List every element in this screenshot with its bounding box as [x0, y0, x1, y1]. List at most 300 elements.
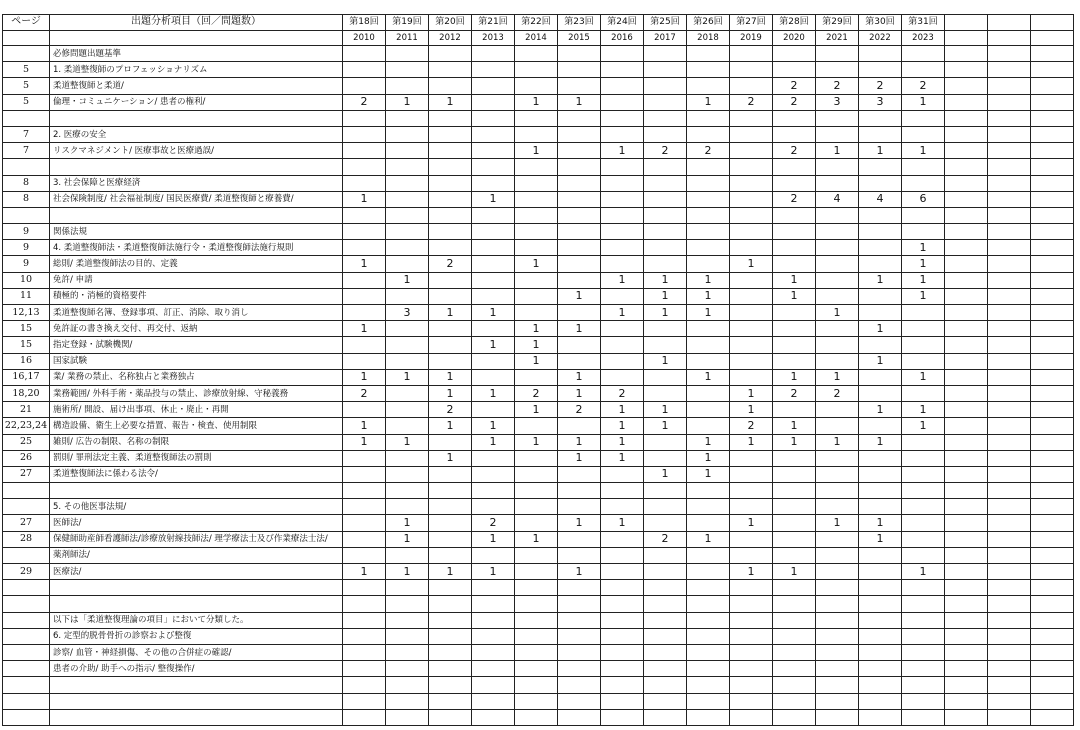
page-cell	[3, 661, 50, 677]
count-cell: 1	[386, 564, 429, 580]
page-cell	[3, 547, 50, 563]
header-round-row	[3, 15, 1074, 31]
exam-analysis-table	[2, 14, 1074, 726]
count-cell: 1	[644, 305, 687, 321]
count-cell: 1	[687, 434, 730, 450]
count-cell	[687, 207, 730, 223]
item-cell	[50, 110, 343, 126]
count-cell	[859, 450, 902, 466]
count-cell	[472, 661, 515, 677]
round-header: 第22回	[515, 15, 558, 31]
count-cell	[601, 353, 644, 369]
count-cell: 2	[429, 402, 472, 418]
count-cell	[773, 402, 816, 418]
count-cell	[730, 46, 773, 62]
count-cell	[859, 418, 902, 434]
count-cell	[859, 159, 902, 175]
count-cell	[730, 531, 773, 547]
count-cell	[601, 240, 644, 256]
count-cell	[343, 143, 386, 159]
count-cell	[515, 466, 558, 482]
count-cell	[687, 564, 730, 580]
count-cell: 1	[773, 272, 816, 288]
count-cell: 1	[859, 353, 902, 369]
count-cell	[515, 628, 558, 644]
count-cell	[730, 709, 773, 725]
count-cell: 1	[429, 564, 472, 580]
count-cell	[343, 466, 386, 482]
count-cell	[472, 596, 515, 612]
count-cell	[902, 385, 945, 401]
count-cell	[859, 580, 902, 596]
table-row	[3, 159, 1074, 175]
count-cell: 1	[773, 564, 816, 580]
table-row	[3, 321, 1074, 337]
count-cell: 1	[558, 515, 601, 531]
count-cell	[816, 677, 859, 693]
table-row	[3, 337, 1074, 353]
count-cell	[601, 175, 644, 191]
count-cell	[386, 288, 429, 304]
empty-cell	[945, 644, 988, 660]
page-cell: 8	[3, 191, 50, 207]
table-row	[3, 207, 1074, 223]
page-cell	[3, 644, 50, 660]
count-cell	[601, 580, 644, 596]
count-cell: 2	[343, 385, 386, 401]
count-cell	[902, 46, 945, 62]
count-cell	[515, 450, 558, 466]
count-cell	[601, 709, 644, 725]
empty-cell	[988, 337, 1031, 353]
count-cell: 1	[859, 272, 902, 288]
count-cell	[558, 46, 601, 62]
empty-cell	[945, 305, 988, 321]
count-cell	[687, 191, 730, 207]
count-cell: 1	[687, 450, 730, 466]
empty-cell	[1031, 337, 1074, 353]
count-cell	[859, 110, 902, 126]
count-cell	[730, 321, 773, 337]
empty-cell	[945, 110, 988, 126]
count-cell	[558, 191, 601, 207]
count-cell	[730, 677, 773, 693]
count-cell: 1	[816, 434, 859, 450]
count-cell	[644, 709, 687, 725]
count-cell	[558, 677, 601, 693]
count-cell	[773, 110, 816, 126]
item-cell: 施術所/ 開設、届け出事項、休止・廃止・再開	[50, 402, 343, 418]
page-cell: 26	[3, 450, 50, 466]
count-cell	[601, 126, 644, 142]
count-cell	[902, 450, 945, 466]
empty-cell	[1031, 159, 1074, 175]
count-cell	[730, 353, 773, 369]
count-cell: 2	[773, 143, 816, 159]
count-cell	[644, 483, 687, 499]
count-cell	[472, 224, 515, 240]
count-cell	[687, 483, 730, 499]
count-cell	[386, 466, 429, 482]
count-cell: 1	[386, 94, 429, 110]
count-cell	[386, 353, 429, 369]
count-cell: 2	[558, 402, 601, 418]
count-cell	[343, 483, 386, 499]
count-cell: 1	[515, 402, 558, 418]
count-cell: 1	[644, 288, 687, 304]
empty-cell	[1031, 483, 1074, 499]
count-cell	[773, 515, 816, 531]
page-cell	[3, 46, 50, 62]
count-cell	[644, 693, 687, 709]
count-cell	[472, 78, 515, 94]
item-cell: 免許/ 申請	[50, 272, 343, 288]
count-cell	[429, 709, 472, 725]
count-cell	[816, 272, 859, 288]
count-cell: 2	[773, 78, 816, 94]
count-cell	[515, 159, 558, 175]
table-row	[3, 62, 1074, 78]
count-cell	[515, 612, 558, 628]
empty-cell	[988, 143, 1031, 159]
count-cell	[644, 126, 687, 142]
empty-cell	[945, 175, 988, 191]
count-cell	[386, 677, 429, 693]
count-cell	[730, 62, 773, 78]
count-cell	[773, 531, 816, 547]
empty-cell	[1031, 94, 1074, 110]
count-cell	[902, 110, 945, 126]
count-cell	[816, 240, 859, 256]
table-row	[3, 353, 1074, 369]
page-cell: 5	[3, 62, 50, 78]
count-cell	[558, 499, 601, 515]
empty-cell	[1031, 466, 1074, 482]
table-row	[3, 628, 1074, 644]
item-cell: 積極的・消極的資格要件	[50, 288, 343, 304]
count-cell	[386, 175, 429, 191]
count-cell	[601, 564, 644, 580]
count-cell	[902, 305, 945, 321]
count-cell: 1	[902, 402, 945, 418]
count-cell	[816, 531, 859, 547]
count-cell: 1	[386, 369, 429, 385]
count-cell	[730, 305, 773, 321]
count-cell	[343, 272, 386, 288]
empty-cell	[988, 385, 1031, 401]
count-cell	[386, 612, 429, 628]
count-cell	[730, 224, 773, 240]
count-cell	[816, 224, 859, 240]
count-cell	[429, 207, 472, 223]
count-cell	[730, 191, 773, 207]
count-cell: 1	[902, 272, 945, 288]
count-cell	[730, 288, 773, 304]
count-cell	[816, 693, 859, 709]
empty-cell	[945, 580, 988, 596]
item-cell: 以下は「柔道整復理論の項目」において分類した。	[50, 612, 343, 628]
count-cell	[730, 466, 773, 482]
item-cell	[50, 207, 343, 223]
table-row	[3, 531, 1074, 547]
count-cell	[816, 483, 859, 499]
item-cell: 必修問題出題基準	[50, 46, 343, 62]
empty-cell	[988, 288, 1031, 304]
count-cell	[515, 224, 558, 240]
table-row	[3, 644, 1074, 660]
count-cell	[558, 256, 601, 272]
count-cell	[816, 628, 859, 644]
empty-cell	[1031, 78, 1074, 94]
count-cell	[472, 288, 515, 304]
count-cell	[859, 288, 902, 304]
count-cell: 1	[859, 434, 902, 450]
count-cell	[730, 337, 773, 353]
count-cell: 1	[429, 305, 472, 321]
table-row	[3, 693, 1074, 709]
empty-header-cell	[1031, 30, 1074, 46]
count-cell	[816, 661, 859, 677]
count-cell	[472, 693, 515, 709]
count-cell	[472, 159, 515, 175]
count-cell: 1	[730, 385, 773, 401]
empty-header-cell	[988, 15, 1031, 31]
count-cell	[644, 159, 687, 175]
table-row	[3, 143, 1074, 159]
table-row	[3, 499, 1074, 515]
count-cell	[472, 321, 515, 337]
count-cell	[558, 126, 601, 142]
count-cell	[558, 547, 601, 563]
count-cell	[644, 547, 687, 563]
year-header: 2011	[386, 30, 429, 46]
item-cell	[50, 709, 343, 725]
empty-cell	[988, 110, 1031, 126]
page-cell: 15	[3, 337, 50, 353]
count-cell	[386, 385, 429, 401]
count-cell	[386, 499, 429, 515]
count-cell	[902, 62, 945, 78]
page-cell: 7	[3, 126, 50, 142]
count-cell	[730, 369, 773, 385]
count-cell	[644, 677, 687, 693]
count-cell	[386, 240, 429, 256]
item-cell: 医師法/	[50, 515, 343, 531]
count-cell	[773, 305, 816, 321]
round-header: 第24回	[601, 15, 644, 31]
empty-cell	[1031, 515, 1074, 531]
item-cell: 国家試験	[50, 353, 343, 369]
count-cell	[773, 240, 816, 256]
empty-cell	[988, 450, 1031, 466]
empty-cell	[945, 353, 988, 369]
empty-cell	[945, 628, 988, 644]
table-row	[3, 466, 1074, 482]
page-cell: 28	[3, 531, 50, 547]
count-cell	[558, 693, 601, 709]
count-cell	[472, 628, 515, 644]
count-cell: 2	[773, 94, 816, 110]
count-cell	[472, 143, 515, 159]
count-cell	[429, 126, 472, 142]
page-cell: 22,23,24	[3, 418, 50, 434]
round-header: 第23回	[558, 15, 601, 31]
empty-cell	[1031, 62, 1074, 78]
empty-cell	[945, 159, 988, 175]
empty-cell	[988, 644, 1031, 660]
count-cell	[687, 596, 730, 612]
count-cell	[644, 369, 687, 385]
count-cell	[902, 126, 945, 142]
count-cell	[472, 450, 515, 466]
count-cell: 1	[687, 288, 730, 304]
empty-cell	[988, 483, 1031, 499]
count-cell	[515, 126, 558, 142]
count-cell	[558, 709, 601, 725]
count-cell	[816, 564, 859, 580]
empty-cell	[945, 78, 988, 94]
count-cell: 1	[687, 94, 730, 110]
count-cell	[859, 369, 902, 385]
empty-cell	[945, 256, 988, 272]
count-cell	[773, 159, 816, 175]
count-cell	[343, 126, 386, 142]
item-column-header: 出題分析項目（回／問題数）	[50, 15, 343, 31]
count-cell: 1	[429, 418, 472, 434]
empty-cell	[1031, 175, 1074, 191]
count-cell	[816, 110, 859, 126]
count-cell	[773, 499, 816, 515]
count-cell	[773, 628, 816, 644]
empty-cell	[1031, 143, 1074, 159]
count-cell	[730, 580, 773, 596]
round-header: 第29回	[816, 15, 859, 31]
count-cell	[343, 337, 386, 353]
page-cell: 5	[3, 94, 50, 110]
count-cell: 4	[816, 191, 859, 207]
count-cell	[687, 62, 730, 78]
count-cell	[601, 693, 644, 709]
count-cell	[644, 94, 687, 110]
table-row	[3, 385, 1074, 401]
count-cell: 1	[429, 450, 472, 466]
count-cell: 1	[386, 272, 429, 288]
page-cell: 12,13	[3, 305, 50, 321]
count-cell	[429, 612, 472, 628]
count-cell	[687, 126, 730, 142]
page-cell: 25	[3, 434, 50, 450]
count-cell	[386, 207, 429, 223]
empty-cell	[988, 628, 1031, 644]
count-cell	[515, 418, 558, 434]
empty-cell	[1031, 353, 1074, 369]
empty-cell	[988, 78, 1031, 94]
empty-cell	[988, 272, 1031, 288]
count-cell	[601, 644, 644, 660]
count-cell	[730, 175, 773, 191]
empty-cell	[1031, 499, 1074, 515]
count-cell: 1	[773, 369, 816, 385]
count-cell: 2	[730, 94, 773, 110]
count-cell	[816, 499, 859, 515]
table-row	[3, 126, 1074, 142]
count-cell	[773, 321, 816, 337]
empty-cell	[945, 288, 988, 304]
empty-header-cell	[945, 15, 988, 31]
count-cell	[429, 110, 472, 126]
empty-cell	[1031, 126, 1074, 142]
count-cell	[816, 466, 859, 482]
empty-cell	[945, 402, 988, 418]
empty-cell	[945, 369, 988, 385]
count-cell	[816, 353, 859, 369]
count-cell	[816, 580, 859, 596]
count-cell	[515, 547, 558, 563]
page-cell: 5	[3, 78, 50, 94]
count-cell	[859, 46, 902, 62]
table-row	[3, 483, 1074, 499]
count-cell	[644, 78, 687, 94]
count-cell: 3	[386, 305, 429, 321]
count-cell: 2	[816, 78, 859, 94]
table-row	[3, 580, 1074, 596]
count-cell	[730, 126, 773, 142]
count-cell	[343, 693, 386, 709]
item-cell: 診察/ 血管・神経損傷、その他の合併症の確認/	[50, 644, 343, 660]
count-cell	[558, 644, 601, 660]
empty-cell	[1031, 564, 1074, 580]
count-cell: 1	[515, 321, 558, 337]
count-cell	[902, 693, 945, 709]
count-cell	[386, 159, 429, 175]
page-cell: 10	[3, 272, 50, 288]
count-cell	[816, 337, 859, 353]
item-cell	[50, 693, 343, 709]
count-cell	[343, 207, 386, 223]
round-header: 第18回	[343, 15, 386, 31]
count-cell: 1	[472, 531, 515, 547]
count-cell	[472, 644, 515, 660]
empty-header-cell	[1031, 15, 1074, 31]
count-cell	[601, 321, 644, 337]
count-cell	[902, 175, 945, 191]
table-row	[3, 434, 1074, 450]
empty-cell	[988, 402, 1031, 418]
count-cell: 3	[816, 94, 859, 110]
count-cell	[687, 628, 730, 644]
count-cell: 1	[343, 418, 386, 434]
page-cell	[3, 483, 50, 499]
empty-cell	[988, 709, 1031, 725]
count-cell	[730, 644, 773, 660]
empty-cell	[1031, 402, 1074, 418]
page-cell: 15	[3, 321, 50, 337]
count-cell	[343, 612, 386, 628]
empty-cell	[945, 337, 988, 353]
count-cell: 1	[859, 515, 902, 531]
count-cell	[687, 256, 730, 272]
empty-cell	[945, 126, 988, 142]
count-cell	[472, 402, 515, 418]
count-cell	[902, 709, 945, 725]
empty-cell	[945, 143, 988, 159]
empty-cell	[945, 564, 988, 580]
count-cell	[515, 483, 558, 499]
count-cell	[343, 78, 386, 94]
table-row	[3, 612, 1074, 628]
count-cell: 1	[859, 321, 902, 337]
count-cell	[558, 612, 601, 628]
